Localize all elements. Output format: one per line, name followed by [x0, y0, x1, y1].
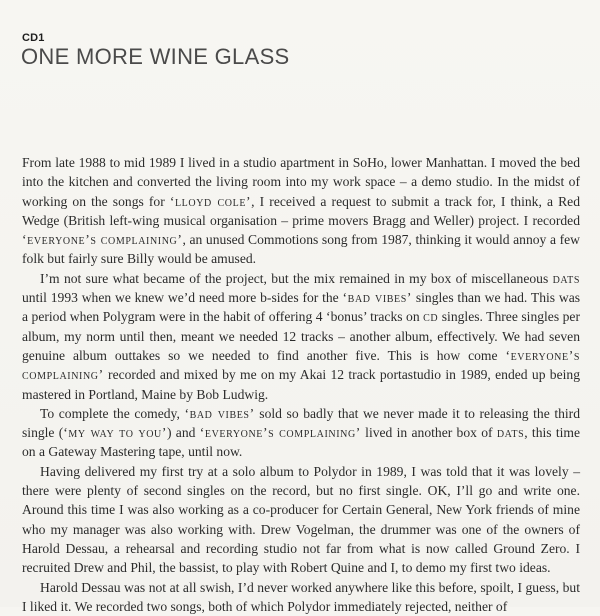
paragraph-text: ) and: [167, 425, 200, 441]
small-caps-title: ‘everyone’s complaining’: [22, 232, 183, 248]
small-caps-title: ‘everyone’s complaining’: [22, 347, 580, 383]
paragraph-text: singles than we had. This was a period when Polygram were in the habit of offering 4 ‘bonus’ tracks on: [22, 290, 581, 325]
paragraph-text: , an unused Commotions song from 1987, thinking it would annoy a few folk but fairly sure Billy would be amused.: [22, 232, 580, 267]
small-caps-title: ‘my way to you’: [63, 425, 167, 441]
paragraph-text: From late 1988 to mid 1989 I lived in a studio apartment in SoHo, lower Manhattan. I moved the bed into the kitchen and converted the living room into my work space – a demo studio. In the midst of working on the songs for: [22, 155, 580, 209]
liner-notes-body: [22, 153, 580, 616]
small-caps-title: ‘everyone’s complaining’: [199, 425, 361, 441]
paragraph-text: recorded and mixed by me on my Akai 12 track portastudio in 1989, ended up being mastered in Portland, Maine by Bob Ludwig.: [22, 367, 580, 402]
small-caps-title: dats: [496, 425, 525, 441]
small-caps-title: cd: [423, 309, 439, 325]
body-paragraph: [22, 404, 580, 462]
small-caps-title: ‘lloyd cole’: [169, 193, 252, 209]
body-paragraph: [22, 578, 580, 616]
paragraph-text: To complete the comedy,: [40, 405, 185, 421]
paragraph-text: , I received a request to submit a track for, I think, a Red Wedge (British left-wing musical organisation – prime movers Bragg and Weller) project. I recorded: [22, 193, 580, 228]
paragraph-text: I’m not sure what became of the project, but the mix remained in my box of miscellaneous: [40, 270, 553, 286]
small-caps-title: ‘bad vibes’: [342, 290, 413, 306]
body-paragraph: [22, 153, 580, 269]
paragraph-text: until 1993 when we knew we’d need more b-sides for the: [22, 290, 343, 306]
paragraph-text: , this time on a Gateway Mastering tape, until now.: [22, 425, 581, 460]
body-paragraph: [22, 462, 580, 578]
paragraph-text: Having delivered my first try at a solo album to Polydor in 1989, I was told that it was lovely – there were plenty of second singles on the record, but no first single. OK, I’ll go and write one. Around this time I was also working as a co-producer for Certain General, New York friends of mine who my manager was also working with. Drew Vogelman, the drummer was one of the owners of Harold Dessau, a rehearsal and recording studio not far from what is now called Ground Zero. I recruited Drew and Phil, the bassist, to play with Robert Quine and I, to demo my first two ideas.: [22, 463, 580, 576]
track-title: ONE MORE WINE GLASS: [21, 44, 290, 69]
paragraph-text: sold so badly that we never made it to releasing the third single (: [22, 405, 580, 441]
cd-label: CD1: [22, 32, 45, 44]
small-caps-title: dats: [552, 270, 580, 286]
body-paragraph: [22, 269, 580, 404]
paragraph-text: Harold Dessau was not at all swish, I’d never worked anywhere like this before, spoilt, I guess, but I liked it. We recorded two songs, both of which Polydor immediately rejected, neither of: [22, 579, 580, 614]
paragraph-text: singles. Three singles per album, my norm until then, meant we needed 12 tracks – another album, effectively. We had seven genuine album outtakes so we needed to find another five. This is how come: [22, 309, 580, 363]
small-caps-title: ‘bad vibes’: [184, 405, 255, 421]
paragraph-text: lived in another box of: [360, 425, 497, 441]
